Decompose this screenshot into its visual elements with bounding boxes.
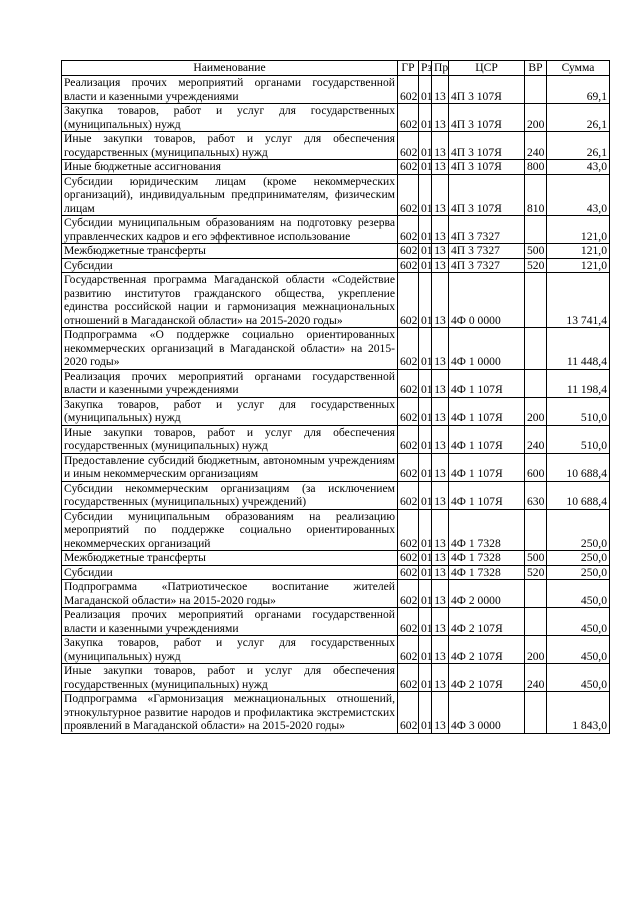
- row-pr: 13: [432, 509, 449, 551]
- row-sum: 1 843,0: [547, 692, 610, 734]
- row-vr: [525, 273, 547, 328]
- row-gr: 602: [398, 328, 419, 370]
- row-sum: 121,0: [547, 244, 610, 259]
- row-sum: 26,1: [547, 132, 610, 160]
- row-rz: 01: [419, 174, 432, 216]
- row-gr: 602: [398, 608, 419, 636]
- row-csr: 4П 3 107Я: [449, 174, 525, 216]
- row-rz: 01: [419, 104, 432, 132]
- row-gr: 602: [398, 258, 419, 273]
- row-pr: 13: [432, 692, 449, 734]
- row-csr: 4Ф 2 107Я: [449, 636, 525, 664]
- row-pr: 13: [432, 481, 449, 509]
- row-sum: 450,0: [547, 608, 610, 636]
- row-pr: 13: [432, 132, 449, 160]
- row-vr: 200: [525, 104, 547, 132]
- row-gr: 602: [398, 509, 419, 551]
- row-gr: 602: [398, 76, 419, 104]
- table-row: [62, 580, 610, 608]
- table-row: [62, 481, 610, 509]
- row-pr: 13: [432, 565, 449, 580]
- row-name: Предоставление субсидий бюджетным, автономным учреждениям и иным некоммерческим организациям: [62, 453, 398, 481]
- header-sum: Сумма: [547, 61, 610, 76]
- row-csr: 4Ф 2 107Я: [449, 664, 525, 692]
- row-sum: 13 741,4: [547, 273, 610, 328]
- row-vr: 600: [525, 453, 547, 481]
- row-gr: 602: [398, 397, 419, 425]
- row-gr: 602: [398, 580, 419, 608]
- row-name: Реализация прочих мероприятий органами государственной власти и казенными учреждениями: [62, 76, 398, 104]
- table-row: [62, 76, 610, 104]
- row-csr: 4П 3 7327: [449, 216, 525, 244]
- table-row: [62, 258, 610, 273]
- row-pr: 13: [432, 636, 449, 664]
- row-gr: 602: [398, 565, 419, 580]
- table-row: [62, 664, 610, 692]
- row-name: Иные закупки товаров, работ и услуг для обеспечения государственных (муниципальных) нужд: [62, 664, 398, 692]
- row-gr: 602: [398, 636, 419, 664]
- row-pr: 13: [432, 551, 449, 566]
- row-gr: 602: [398, 551, 419, 566]
- row-sum: 43,0: [547, 174, 610, 216]
- row-gr: 602: [398, 664, 419, 692]
- row-name: Подпрограмма «Гармонизация межнациональных отношений, этнокультурное развитие народов и профилактика экстремистских проявлений в Магаданской области» на 2015-2020 годы»: [62, 692, 398, 734]
- row-vr: 240: [525, 132, 547, 160]
- row-name: Субсидии: [62, 258, 398, 273]
- row-csr: 4Ф 3 0000: [449, 692, 525, 734]
- row-pr: 13: [432, 397, 449, 425]
- row-sum: 510,0: [547, 425, 610, 453]
- row-vr: 500: [525, 551, 547, 566]
- row-vr: [525, 216, 547, 244]
- row-name: Государственная программа Магаданской области «Содействие развитию институтов гражданского общества, укрепление единства российской нации и гармонизация межнациональных отношений в Магаданской области» на 2015-2020 годы»: [62, 273, 398, 328]
- row-gr: 602: [398, 132, 419, 160]
- table-row: [62, 369, 610, 397]
- table-row: [62, 551, 610, 566]
- table-body: [62, 76, 610, 734]
- row-gr: 602: [398, 174, 419, 216]
- row-rz: 01: [419, 273, 432, 328]
- row-name: Закупка товаров, работ и услуг для государственных (муниципальных) нужд: [62, 636, 398, 664]
- row-csr: 4Ф 1 107Я: [449, 397, 525, 425]
- row-rz: 01: [419, 636, 432, 664]
- row-csr: 4Ф 1 7328: [449, 551, 525, 566]
- row-csr: 4Ф 0 0000: [449, 273, 525, 328]
- header-csr: ЦСР: [449, 61, 525, 76]
- row-csr: 4Ф 1 0000: [449, 328, 525, 370]
- row-rz: 01: [419, 216, 432, 244]
- table-row: [62, 397, 610, 425]
- row-vr: 240: [525, 425, 547, 453]
- row-name: Закупка товаров, работ и услуг для государственных (муниципальных) нужд: [62, 397, 398, 425]
- header-gr: ГР: [398, 61, 419, 76]
- table-row: [62, 160, 610, 175]
- row-pr: 13: [432, 104, 449, 132]
- row-pr: 13: [432, 580, 449, 608]
- row-gr: 602: [398, 481, 419, 509]
- row-name: Иные бюджетные ассигнования: [62, 160, 398, 175]
- row-pr: 13: [432, 244, 449, 259]
- table-row: [62, 692, 610, 734]
- row-name: Субсидии некоммерческим организациям (за исключением государственных (муниципальных) учреждений): [62, 481, 398, 509]
- table-row: [62, 174, 610, 216]
- row-vr: 200: [525, 397, 547, 425]
- row-csr: 4П 3 107Я: [449, 104, 525, 132]
- row-sum: 250,0: [547, 551, 610, 566]
- row-gr: 602: [398, 692, 419, 734]
- row-sum: 43,0: [547, 160, 610, 175]
- row-name: Субсидии: [62, 565, 398, 580]
- row-rz: 01: [419, 509, 432, 551]
- budget-table: [61, 60, 610, 734]
- row-vr: 200: [525, 636, 547, 664]
- table-row: [62, 608, 610, 636]
- row-sum: 11 198,4: [547, 369, 610, 397]
- row-name: Межбюджетные трансферты: [62, 244, 398, 259]
- row-rz: 01: [419, 692, 432, 734]
- row-rz: 01: [419, 425, 432, 453]
- table-row: [62, 636, 610, 664]
- row-pr: 13: [432, 273, 449, 328]
- header-row: [62, 61, 610, 76]
- row-vr: [525, 692, 547, 734]
- table-row: [62, 453, 610, 481]
- header-rz: Рз: [419, 61, 432, 76]
- row-name: Подпрограмма «О поддержке социально ориентированных некоммерческих организаций в Магаданской области» на 2015-2020 годы»: [62, 328, 398, 370]
- header-name: Наименование: [62, 61, 398, 76]
- row-name: Субсидии муниципальным образованиям на реализацию мероприятий по поддержке социально ориентированных некоммерческих организаций: [62, 509, 398, 551]
- row-pr: 13: [432, 664, 449, 692]
- row-sum: 11 448,4: [547, 328, 610, 370]
- row-pr: 13: [432, 160, 449, 175]
- row-sum: 121,0: [547, 258, 610, 273]
- row-csr: 4П 3 7327: [449, 244, 525, 259]
- row-csr: 4Ф 1 107Я: [449, 425, 525, 453]
- row-vr: 810: [525, 174, 547, 216]
- row-vr: 500: [525, 244, 547, 259]
- row-rz: 01: [419, 453, 432, 481]
- row-sum: 69,1: [547, 76, 610, 104]
- row-sum: 450,0: [547, 664, 610, 692]
- row-vr: [525, 369, 547, 397]
- row-sum: 450,0: [547, 580, 610, 608]
- row-vr: 520: [525, 258, 547, 273]
- table-row: [62, 104, 610, 132]
- row-csr: 4Ф 2 0000: [449, 580, 525, 608]
- row-name: Субсидии муниципальным образованиям на подготовку резерва управленческих кадров и его эффективное использование: [62, 216, 398, 244]
- row-sum: 510,0: [547, 397, 610, 425]
- row-sum: 10 688,4: [547, 481, 610, 509]
- row-csr: 4П 3 7327: [449, 258, 525, 273]
- row-name: Межбюджетные трансферты: [62, 551, 398, 566]
- row-name: Иные закупки товаров, работ и услуг для обеспечения государственных (муниципальных) нужд: [62, 132, 398, 160]
- row-sum: 250,0: [547, 565, 610, 580]
- row-rz: 01: [419, 565, 432, 580]
- row-pr: 13: [432, 369, 449, 397]
- row-csr: 4Ф 1 7328: [449, 509, 525, 551]
- row-rz: 01: [419, 76, 432, 104]
- row-name: Подпрограмма «Патриотическое воспитание жителей Магаданской области» на 2015-2020 годы»: [62, 580, 398, 608]
- row-rz: 01: [419, 481, 432, 509]
- header-vr: ВР: [525, 61, 547, 76]
- row-vr: 630: [525, 481, 547, 509]
- table-row: [62, 273, 610, 328]
- row-pr: 13: [432, 328, 449, 370]
- table-row: [62, 425, 610, 453]
- row-vr: [525, 509, 547, 551]
- row-gr: 602: [398, 425, 419, 453]
- row-pr: 13: [432, 453, 449, 481]
- row-vr: 520: [525, 565, 547, 580]
- row-csr: 4П 3 107Я: [449, 132, 525, 160]
- row-gr: 602: [398, 104, 419, 132]
- row-gr: 602: [398, 244, 419, 259]
- row-rz: 01: [419, 608, 432, 636]
- row-gr: 602: [398, 216, 419, 244]
- row-rz: 01: [419, 664, 432, 692]
- row-gr: 602: [398, 273, 419, 328]
- row-sum: 450,0: [547, 636, 610, 664]
- row-pr: 13: [432, 216, 449, 244]
- row-rz: 01: [419, 551, 432, 566]
- table-row: [62, 216, 610, 244]
- row-rz: 01: [419, 244, 432, 259]
- table-row: [62, 509, 610, 551]
- row-gr: 602: [398, 369, 419, 397]
- row-pr: 13: [432, 425, 449, 453]
- row-rz: 01: [419, 580, 432, 608]
- header-pr: Пр: [432, 61, 449, 76]
- row-vr: [525, 76, 547, 104]
- row-csr: 4П 3 107Я: [449, 76, 525, 104]
- row-gr: 602: [398, 160, 419, 175]
- row-name: Субсидии юридическим лицам (кроме некоммерческих организаций), индивидуальным предпринимателям, физическим лицам: [62, 174, 398, 216]
- row-pr: 13: [432, 174, 449, 216]
- row-rz: 01: [419, 328, 432, 370]
- row-pr: 13: [432, 258, 449, 273]
- row-sum: 26,1: [547, 104, 610, 132]
- table-row: [62, 132, 610, 160]
- row-csr: 4Ф 1 7328: [449, 565, 525, 580]
- row-vr: 800: [525, 160, 547, 175]
- row-sum: 250,0: [547, 509, 610, 551]
- row-csr: 4Ф 1 107Я: [449, 481, 525, 509]
- row-vr: [525, 580, 547, 608]
- table-row: [62, 565, 610, 580]
- row-name: Реализация прочих мероприятий органами государственной власти и казенными учреждениями: [62, 369, 398, 397]
- row-csr: 4Ф 2 107Я: [449, 608, 525, 636]
- row-name: Закупка товаров, работ и услуг для государственных (муниципальных) нужд: [62, 104, 398, 132]
- row-gr: 602: [398, 453, 419, 481]
- row-sum: 121,0: [547, 216, 610, 244]
- row-name: Реализация прочих мероприятий органами государственной власти и казенными учреждениями: [62, 608, 398, 636]
- row-sum: 10 688,4: [547, 453, 610, 481]
- row-csr: 4П 3 107Я: [449, 160, 525, 175]
- table-row: [62, 328, 610, 370]
- row-name: Иные закупки товаров, работ и услуг для обеспечения государственных (муниципальных) нужд: [62, 425, 398, 453]
- row-csr: 4Ф 1 107Я: [449, 369, 525, 397]
- row-rz: 01: [419, 160, 432, 175]
- row-pr: 13: [432, 76, 449, 104]
- row-pr: 13: [432, 608, 449, 636]
- row-vr: [525, 328, 547, 370]
- row-csr: 4Ф 1 107Я: [449, 453, 525, 481]
- row-vr: 240: [525, 664, 547, 692]
- row-rz: 01: [419, 397, 432, 425]
- row-rz: 01: [419, 369, 432, 397]
- row-vr: [525, 608, 547, 636]
- row-rz: 01: [419, 258, 432, 273]
- row-rz: 01: [419, 132, 432, 160]
- table-row: [62, 244, 610, 259]
